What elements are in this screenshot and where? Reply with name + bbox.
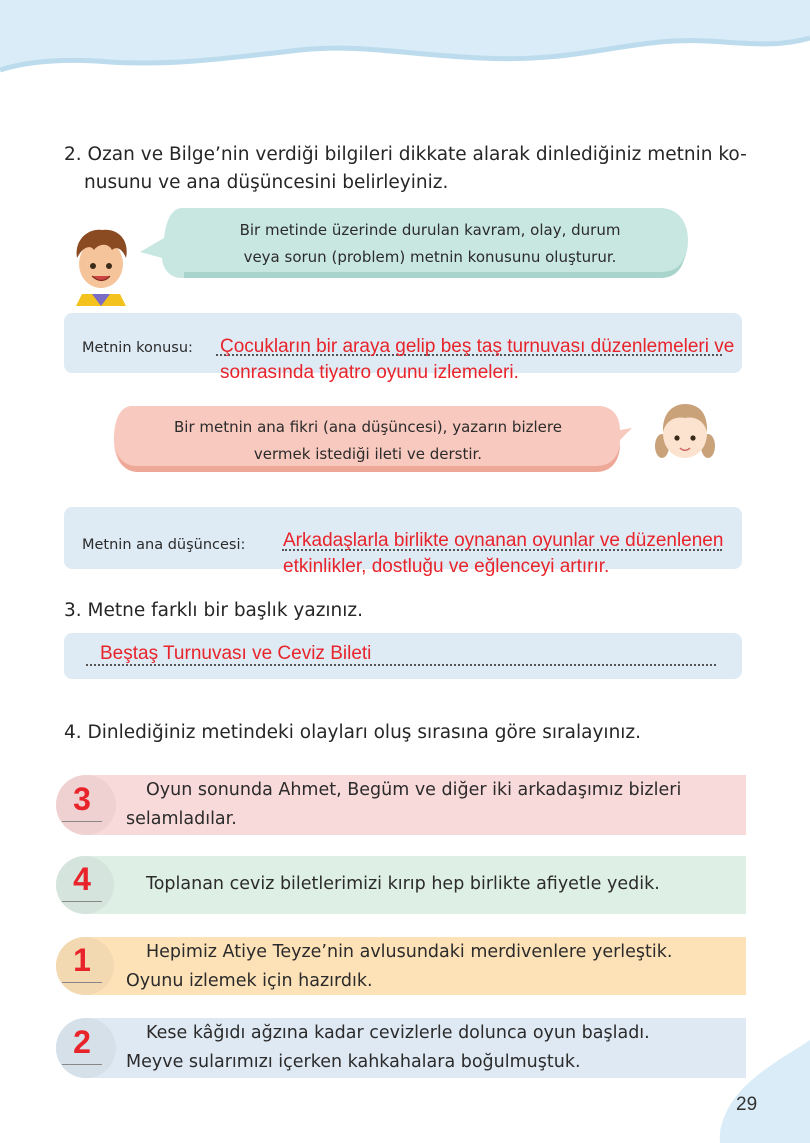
- event-text-line1: Toplanan ceviz biletlerimizi kırıp hep birlikte afiyetle yedik.: [146, 874, 660, 894]
- event-text-line1: Oyun sonunda Ahmet, Begüm ve diğer iki arkadaşımız bizleri: [146, 780, 682, 800]
- question-2-line1: 2. Ozan ve Bilge’nin verdiği bilgileri dikkate alarak dinlediğiniz metnin ko-: [64, 144, 747, 165]
- speech-bubble-topic: [170, 217, 690, 271]
- bubble-topic-line2: veya sorun (problem) metnin konusunu oluşturur.: [243, 248, 617, 266]
- event-text-line2: Meyve sularımızı içerken kahkahalara boğulmuştuk.: [126, 1052, 581, 1072]
- event-row: [56, 1018, 746, 1078]
- event-text: [126, 870, 738, 899]
- main-idea-answer-line1[interactable]: Arkadaşlarla birlikte oynanan oyunlar ve düzenlenen: [283, 530, 724, 551]
- event-order-number[interactable]: 3: [73, 781, 91, 817]
- boy-character-avatar: [68, 228, 134, 306]
- main-idea-label: Metnin ana düşüncesi:: [82, 537, 246, 553]
- event-text-line1: Hepimiz Atiye Teyze’nin avlusundaki merdivenlere yerleştik.: [146, 942, 673, 962]
- bubble-topic-line1: Bir metinde üzerinde durulan kavram, olay, durum: [239, 221, 621, 239]
- event-row: [56, 937, 746, 995]
- title-answer[interactable]: Beştaş Turnuvası ve Ceviz Bileti: [100, 643, 372, 664]
- event-number-underline: [62, 982, 102, 983]
- event-text-line2: Oyunu izlemek için hazırdık.: [126, 971, 373, 991]
- event-order-number[interactable]: 2: [73, 1024, 91, 1060]
- event-number-underline: [62, 821, 102, 822]
- topic-answer-line2[interactable]: sonrasında tiyatro oyunu izlemeleri.: [220, 362, 519, 383]
- girl-character-avatar: [654, 402, 716, 466]
- event-text: [126, 1019, 738, 1077]
- event-number-underline: [62, 1064, 102, 1065]
- event-text: [126, 938, 738, 996]
- question-3: 3. Metne farklı bir başlık yazınız.: [64, 600, 363, 621]
- event-row: [56, 856, 746, 914]
- question-2-line2: nusunu ve ana düşüncesini belirleyiniz.: [84, 172, 449, 193]
- top-wave-decoration: [0, 0, 810, 90]
- topic-answer-line1[interactable]: Çocukların bir araya gelip beş taş turnuvası düzenlemeleri ve: [220, 336, 735, 357]
- page-number: 29: [736, 1094, 758, 1115]
- event-text: [126, 776, 738, 834]
- question-4: 4. Dinlediğiniz metindeki olayları oluş sırasına göre sıralayınız.: [64, 722, 642, 743]
- event-text-line2: selamladılar.: [126, 809, 237, 829]
- bubble-main-idea-line1: Bir metnin ana fikri (ana düşüncesi), yazarın bizlere: [174, 418, 562, 436]
- topic-label: Metnin konusu:: [82, 340, 193, 356]
- main-idea-answer-line2[interactable]: etkinlikler, dostluğu ve eğlenceyi artırır.: [283, 556, 610, 577]
- event-row: [56, 775, 746, 835]
- event-order-number[interactable]: 1: [73, 942, 91, 978]
- event-number-underline: [62, 901, 102, 902]
- event-text-line1: Kese kâğıdı ağzına kadar cevizlerle dolunca oyun başladı.: [146, 1023, 650, 1043]
- speech-bubble-main-idea: [118, 414, 618, 468]
- event-order-number[interactable]: 4: [73, 861, 91, 897]
- bubble-main-idea-line2: vermek istediği ileti ve derstir.: [253, 445, 483, 463]
